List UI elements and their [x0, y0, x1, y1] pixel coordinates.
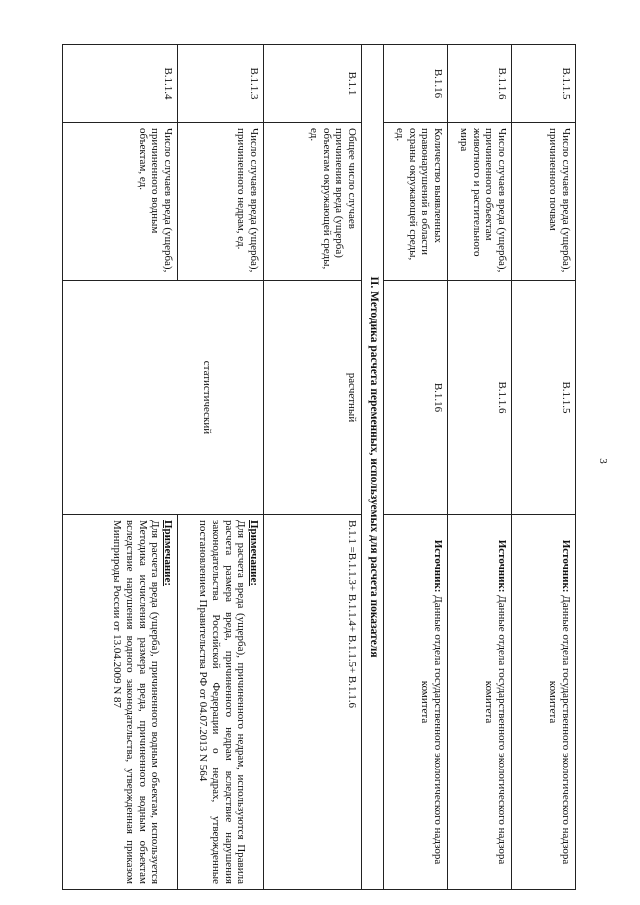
row-source	[512, 515, 576, 890]
row-code: В.1.1.3	[178, 45, 264, 123]
table-row	[512, 45, 576, 890]
note-label: Примечание:	[162, 520, 174, 587]
source-text: Данные отдела государственного экологического надзора комитета	[419, 592, 444, 865]
source-label: Источник:	[432, 539, 444, 593]
section-title: II. Методика расчета переменных, используемых для расчета показателя	[362, 45, 384, 890]
source-text: Данные отдела государственного экологического надзора комитета	[483, 592, 508, 865]
row-code-2: В.1.16	[384, 281, 448, 515]
table-row	[448, 45, 512, 890]
table-row	[384, 45, 448, 890]
row-code: В.1.1.4	[63, 45, 178, 123]
row-note	[63, 515, 178, 890]
page-number: 3	[596, 458, 609, 464]
row-code: В.1.1	[264, 45, 362, 123]
indicator-table-rotated	[62, 44, 576, 889]
row-code: В.1.16	[384, 45, 448, 123]
formula: В.1.1 =В.1.1.3+ В.1.1.4+ В.1.1.5+ В.1.1.6	[346, 520, 358, 708]
row-code-2: В.1.1.6	[448, 281, 512, 515]
note-text: Для расчета вреда (ущерба), причиненного водным объектам, используется Методика исчисления размера вреда, причиненного водным объектам вследствие нарушения водного законодательства, утвержденная приказом Минприроды России от 13.04.2009 N 87	[111, 520, 162, 884]
row-code-2: В.1.1.5	[512, 281, 576, 515]
indicator-table	[62, 44, 576, 890]
row-source	[384, 515, 448, 890]
row-code: В.1.1.6	[448, 45, 512, 123]
row-formula	[264, 515, 362, 890]
row-name: Число случаев вреда (ущерба), причиненного почвам	[512, 123, 576, 281]
section-row	[362, 45, 384, 890]
row-note	[178, 515, 264, 890]
row-name: Число случаев вреда (ущерба), причиненного недрам, ед.	[178, 123, 264, 281]
row-method-statistical: статистический	[63, 281, 264, 515]
source-label: Источник:	[496, 539, 508, 593]
source-text: Данные отдела государственного экологического надзора комитета	[547, 592, 572, 865]
note-label: Примечание:	[248, 520, 260, 587]
table-row	[264, 45, 362, 890]
table-row	[178, 45, 264, 890]
row-name: Число случаев вреда (ущерба), причиненного объектам животного и растительного мира	[448, 123, 512, 281]
row-method: расчетный	[264, 281, 362, 515]
source-label: Источник:	[560, 539, 572, 593]
note-text: Для расчета вреда (ущерба), причиненного недрам, используются Правила расчета размера вреда, причиненного недрам вследствие нарушения законодательства Российской Федерации о недрах, утвержденные постановлением Правительства РФ от 04.07.2013 N 564	[197, 520, 248, 884]
row-name: Число случаев вреда (ущерба), причиненного водным объектам, ед.	[63, 123, 178, 281]
row-name: Общее число случаев причинения вреда (ущерба) объектам окружающей среды, ед.	[264, 123, 362, 281]
row-source	[448, 515, 512, 890]
row-code: В.1.1.5	[512, 45, 576, 123]
row-name: Количество выявленных правонарушений в области охраны окружающей среды, ед.	[384, 123, 448, 281]
